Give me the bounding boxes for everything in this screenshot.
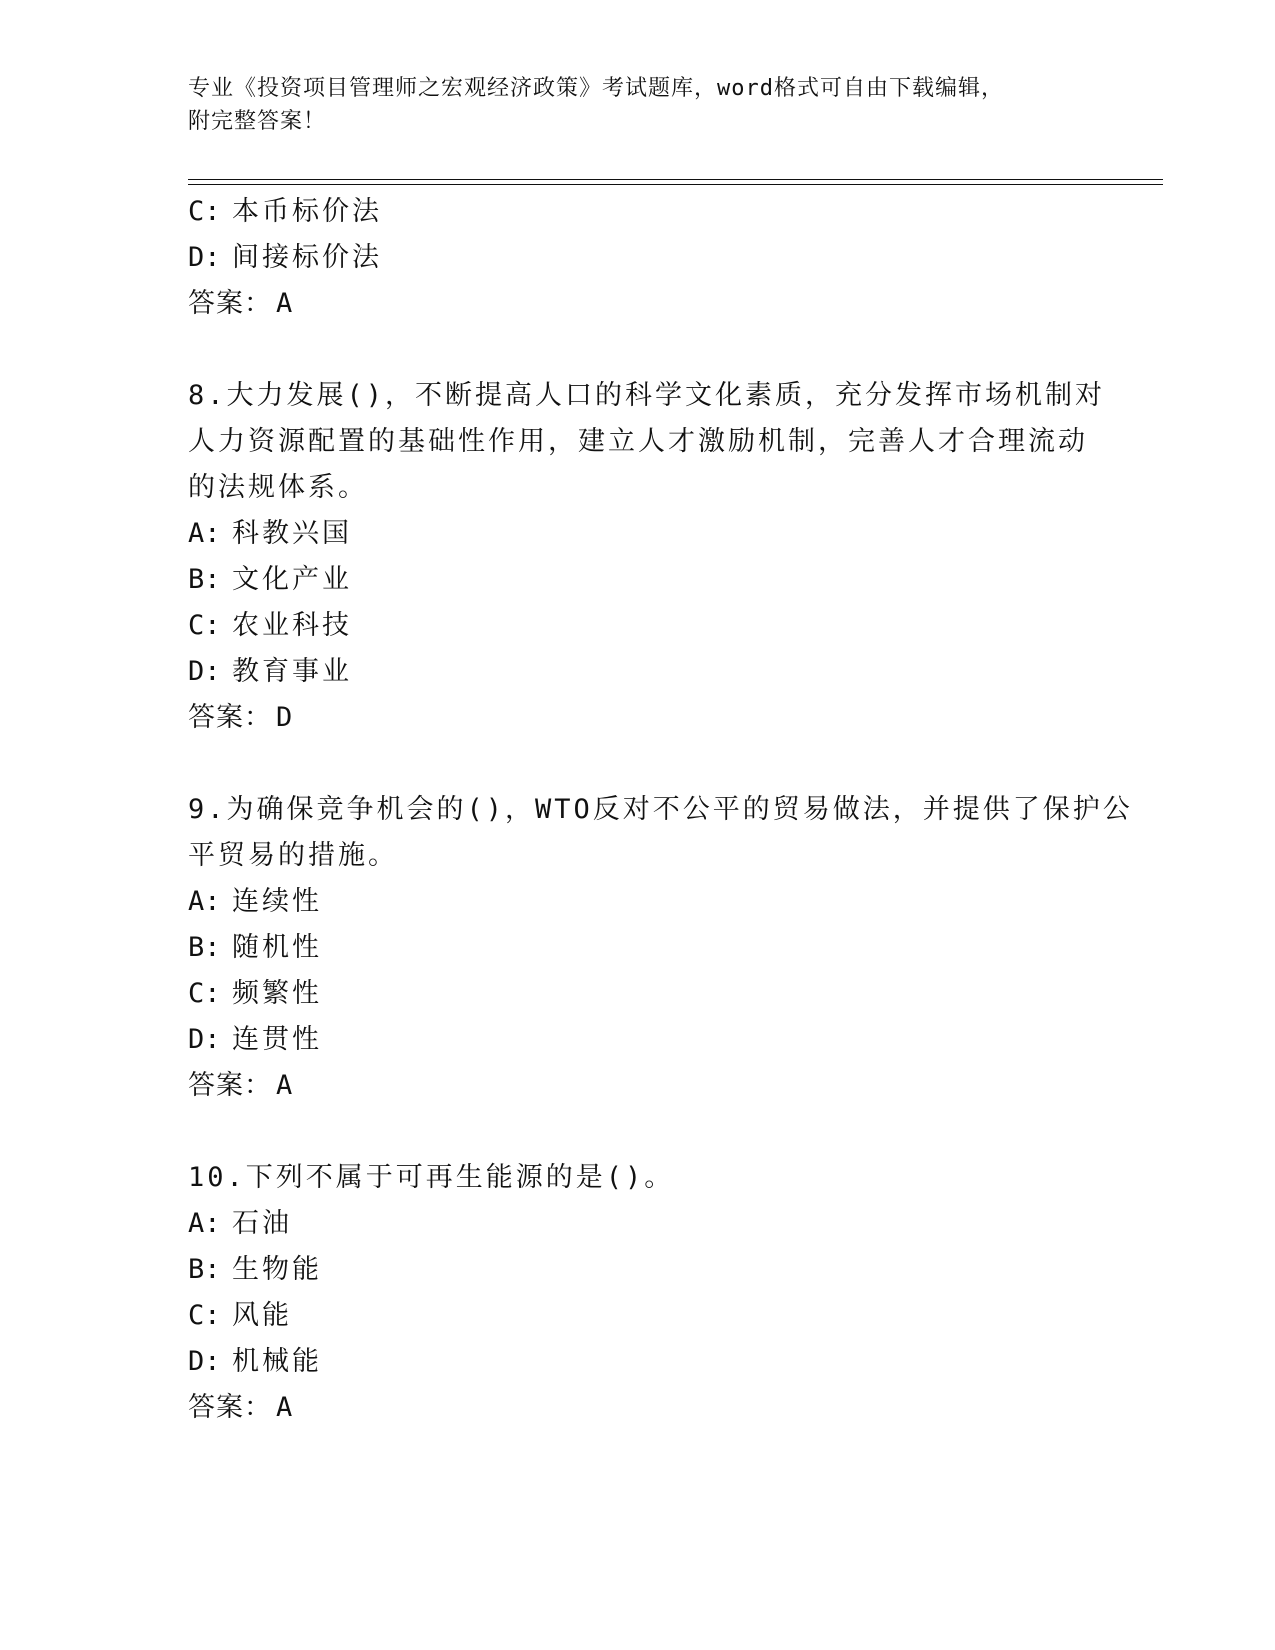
option-text: 教育事业 (232, 656, 352, 687)
option-text: 农业科技 (232, 610, 352, 641)
answer-line (188, 1063, 1088, 1109)
option-c (188, 971, 1088, 1017)
question-stem-line: 8.大力发展()，不断提高人口的科学文化素质，充分发挥市场机制对 (188, 380, 1106, 411)
option-label: C: (188, 196, 221, 227)
option-label: D: (188, 1346, 221, 1377)
answer-label: 答案： (188, 1392, 272, 1423)
option-a (188, 1201, 1088, 1247)
answer-value: A (276, 1070, 294, 1101)
header-line-2: 附完整答案！ (188, 109, 327, 134)
option-a (188, 511, 1088, 557)
option-text: 随机性 (232, 932, 322, 963)
option-text: 连贯性 (232, 1024, 322, 1055)
answer-label: 答案： (188, 702, 272, 733)
option-d (188, 649, 1088, 695)
option-c (188, 1293, 1088, 1339)
option-text: 风能 (232, 1300, 292, 1331)
answer-line (188, 1385, 1088, 1431)
option-text: 间接标价法 (232, 242, 382, 273)
option-label: B: (188, 932, 221, 963)
answer-value: A (276, 288, 294, 319)
option-label: C: (188, 1300, 221, 1331)
option-text: 石油 (232, 1208, 292, 1239)
option-b (188, 557, 1088, 603)
question-stem-line: 9.为确保竞争机会的()，WTO反对不公平的贸易做法，并提供了保护公 (188, 794, 1133, 825)
document-header (188, 72, 1088, 138)
question-stem-line: 的法规体系。 (188, 472, 368, 503)
option-d (188, 1017, 1088, 1063)
option-text: 科教兴国 (232, 518, 352, 549)
answer-label: 答案： (188, 1070, 272, 1101)
option-text: 本币标价法 (232, 196, 382, 227)
option-text: 机械能 (232, 1346, 322, 1377)
option-b (188, 1247, 1088, 1293)
option-b (188, 925, 1088, 971)
option-label: D: (188, 242, 221, 273)
option-c (188, 189, 1088, 235)
option-label: B: (188, 564, 221, 595)
option-d (188, 1339, 1088, 1385)
option-label: C: (188, 978, 221, 1009)
option-label: A: (188, 518, 221, 549)
option-label: D: (188, 656, 221, 687)
question-stem-line: 平贸易的措施。 (188, 840, 398, 871)
option-label: B: (188, 1254, 221, 1285)
question-9 (188, 787, 1133, 1109)
option-text: 连续性 (232, 886, 322, 917)
document-body (188, 189, 1133, 1431)
option-text: 文化产业 (232, 564, 352, 595)
continued-question (188, 189, 1088, 327)
option-d (188, 235, 1088, 281)
answer-line (188, 695, 1088, 741)
answer-line (188, 281, 1088, 327)
question-8 (188, 373, 1106, 741)
option-label: D: (188, 1024, 221, 1055)
option-c (188, 603, 1088, 649)
option-text: 生物能 (232, 1254, 322, 1285)
header-divider-top (188, 179, 1163, 180)
question-10 (188, 1155, 1088, 1431)
option-label: C: (188, 610, 221, 641)
header-line-1: 专业《投资项目管理师之宏观经济政策》考试题库，word格式可自由下载编辑， (188, 76, 1004, 101)
option-text: 频繁性 (232, 978, 322, 1009)
question-stem-line: 10.下列不属于可再生能源的是()。 (188, 1162, 675, 1193)
option-label: A: (188, 1208, 221, 1239)
answer-value: D (276, 702, 294, 733)
header-divider-bottom (188, 184, 1163, 185)
option-label: A: (188, 886, 221, 917)
answer-label: 答案： (188, 288, 272, 319)
answer-value: A (276, 1392, 294, 1423)
option-a (188, 879, 1088, 925)
question-stem-line: 人力资源配置的基础性作用，建立人才激励机制，完善人才合理流动 (188, 426, 1088, 457)
